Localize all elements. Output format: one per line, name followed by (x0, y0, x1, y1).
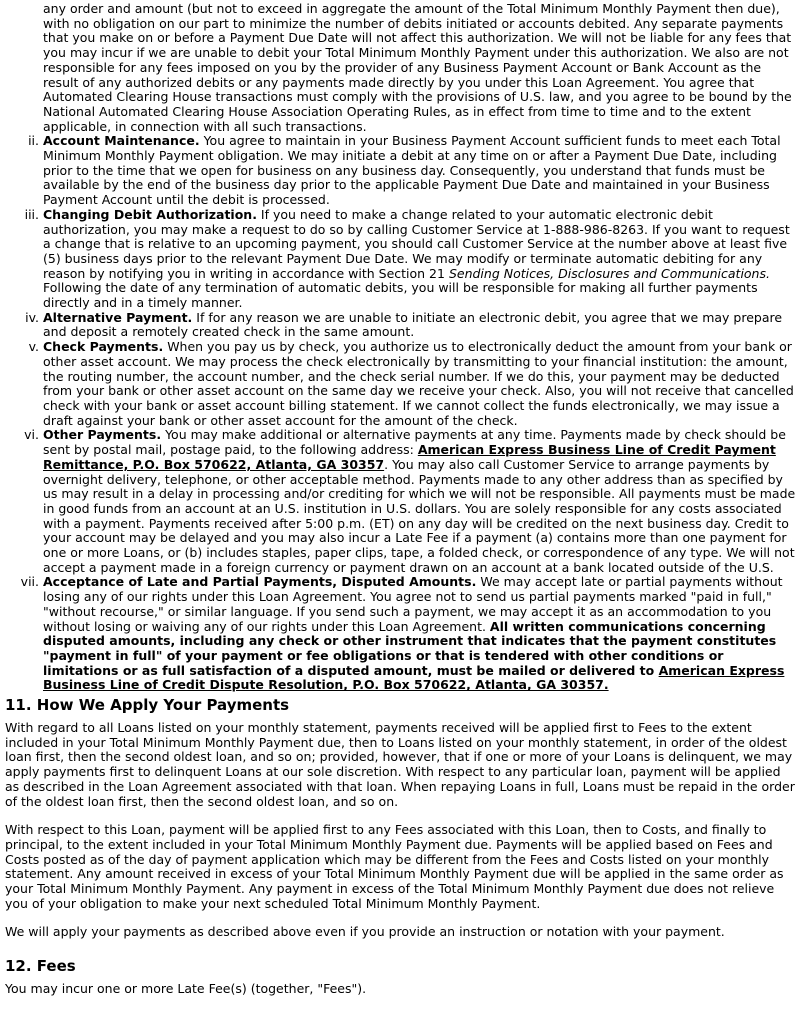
list-item-alternative-payment (5, 311, 798, 340)
section-12-paragraph: You may incur one or more Late Fee(s) (together, "Fees"). (5, 981, 367, 997)
list-item-label: Check Payments. (43, 339, 164, 355)
list-marker: ii. (28, 133, 39, 149)
dispute-resolution-address: American Express Business Line of Credit Dispute Resolution, P.O. Box 570622, Atlanta, GA 30357. (43, 662, 785, 693)
list-item-label: Acceptance of Late and Partial Payments, Disputed Amounts. (43, 574, 477, 590)
list-item-text: When you pay us by check, you authorize us to electronically deduct the amount from your bank or other asset account. We may process the check electronically by transmitting to your financial institution: the amount, the routing number, the account number, and the check serial number. If we do this, your payment may be deducted from your bank or other asset account on the same day we receive your check. Also, you will not receive that cancelled check with your bank or asset account billing statement. If we cannot collect the funds electronically, we may issue a draft against your bank or other asset account for the amount of the check. (43, 339, 794, 428)
list-marker: iii. (24, 206, 39, 222)
section-11-heading: 11. How We Apply Your Payments (5, 696, 290, 715)
list-item-label: Account Maintenance. (43, 133, 200, 149)
list-item-text: If for any reason we are unable to initiate an electronic debit, you agree that we may prepare and deposit a remotely created check in the same amount. (43, 309, 783, 340)
list-item-other-payments (5, 428, 798, 575)
section-12-heading: 12. Fees (5, 957, 76, 976)
list-item-text: You may make additional or alternative payments at any time. Payments made by check should be sent by postal mail, postage paid, to the following address: (43, 427, 786, 458)
list-marker: vii. (20, 574, 39, 590)
list-item-body (39, 428, 798, 575)
section-11-paragraph-3: We will apply your payments as described above even if you provide an instruction or notation with your payment. (5, 924, 725, 940)
list-marker: v. (28, 339, 39, 355)
section-11-paragraph-2: With respect to this Loan, payment will be applied first to any Fees associated with this Loan, then to Costs, and finally to principal, to the extent included in your Total Minimum Monthly Payment due. Payments will be applied based on Fees and Costs posted as of the day of payment application which may be different from the Fees and Costs listed on your monthly statement. Any amount received in excess of your Total Minimum Monthly Payment due will be applied in the same order as your Total Minimum Monthly Payment. Any payment in excess of the Total Minimum Monthly Payment due does not relieve you of your obligation to make your next scheduled Total Minimum Monthly Payment. (5, 822, 784, 911)
list-item-text: . You may also call Customer Service to arrange payments by overnight delivery, telephone, or other acceptable method. Payments made to any other address than as specified by us may result in a delay in processing and/or crediting for which we will not be responsible. All payments must be made in good funds from an account at an U.S. institution in U.S. dollars. You are solely responsible for any costs associated with a payment. Payments received after 5:00 p.m. (ET) on any day will be credited on the next business day. Credit to your account may be delayed and you may also incur a Late Fee if a payment (a) contains more than one payment for one or more Loans, or (b) includes staples, paper clips, tape, a folded check, or correspondence of any type. We will not accept a payment made in a foreign currency or payment drawn on an account at a bank located outside of the U.S. (43, 456, 796, 575)
list-item-body (39, 208, 798, 311)
list-marker: vi. (24, 427, 39, 443)
list-item-text: You agree to maintain in your Business Payment Account sufficient funds to meet each Total Minimum Monthly Payment obligation. We may initiate a debit at any time on or after a Payment Due Date, including prior to the time that we open for business on any business day. Consequently, you understand that funds must be available by the end of the business day prior to the applicable Payment Due Date and maintained in your Business Payment Account until the debit is processed. (43, 133, 781, 208)
section-21-reference-italic: Sending Notices, Disclosures and Communications. (448, 265, 770, 281)
list-item-changing-debit-authorization (5, 208, 798, 311)
list-marker: iv. (25, 309, 39, 325)
disputed-amounts-bold-text: All written communications concerning disputed amounts, including any check or other instrument that indicates that the payment constitutes "payment in full" of your payment or fee obligations or that is tendered with other conditions or limitations or as full satisfaction of a disputed amount, must be mailed or delivered to (43, 618, 777, 678)
list-item-check-payments (5, 340, 798, 428)
payment-remittance-address: American Express Business Line of Credit Payment Remittance, P.O. Box 570622, Atlanta, GA 30357 (43, 442, 776, 472)
list-item-text: We may accept late or partial payments without losing any of our rights under this Loan Agreement. You agree not to send us partial payments marked "paid in full," "without recourse," or similar language. If you send such a payment, we may accept it as an accommodation to you without losing or waiving any of our rights under this Loan Agreement. (43, 574, 783, 634)
list-item-body (39, 311, 798, 340)
list-item-label: Alternative Payment. (43, 309, 193, 325)
list-item-label: Other Payments. (43, 427, 162, 443)
list-item-body (39, 134, 798, 208)
list-item-text: If you need to make a change related to your automatic electronic debit authorization, you may make a request to do so by calling Customer Service at 1-888-986-8263. If you want to request a change that is relative to an upcoming payment, you should call Customer Service at the number above at least five (5) business days prior to the relevant Payment Due Date. We may modify or terminate automatic debiting for any reason by notifying you in writing in accordance with Section 21 (43, 206, 790, 281)
section-11-paragraph-1: With regard to all Loans listed on your monthly statement, payments received will be applied first to Fees to the extent included in your Total Minimum Monthly Payment due, then to Loans listed on your monthly statement, in order of the oldest loan first, then the second oldest loan, and so on; provided, however, that if one or more of your Loans is delinquent, we may apply payments first to delinquent Loans at our sole discretion. With respect to any particular loan, payment will be applied as described in the Loan Agreement associated with that loan. When repaying Loans in full, Loans must be repaid in the order of the oldest loan first, then the second oldest loan, and so on. (5, 720, 795, 809)
continuation-paragraph: any order and amount (but not to exceed in aggregate the amount of the Total Minimum Monthly Payment then due), with no obligation on our part to minimize the number of debits initiated or accounts debited. Any separate payments that you make on or before a Payment Due Date will not affect this authorization. We will not be liable for any fees that you may incur if we are unable to debit your Total Minimum Monthly Payment under this authorization. We also are not responsible for any fees imposed on you by the provider of any Business Payment Account or Bank Account as the result of any authorized debits or any payments made directly by you under this Loan Agreement. You agree that Automated Clearing House transactions must comply with the provisions of U.S. law, and you agree to be bound by the National Automated Clearing House Association Operating Rules, as in effect from time to time and to the extent applicable, in connection with all such transactions. (43, 1, 792, 134)
list-item-acceptance-late-partial-payments (5, 575, 798, 693)
list-item-label: Changing Debit Authorization. (43, 206, 257, 222)
list-item-body (39, 340, 798, 428)
list-item-text: Following the date of any termination of automatic debits, you will be responsible for making all further payments directly and in a timely manner. (43, 280, 758, 311)
list-item-body (39, 575, 798, 693)
list-item-account-maintenance (5, 134, 798, 208)
